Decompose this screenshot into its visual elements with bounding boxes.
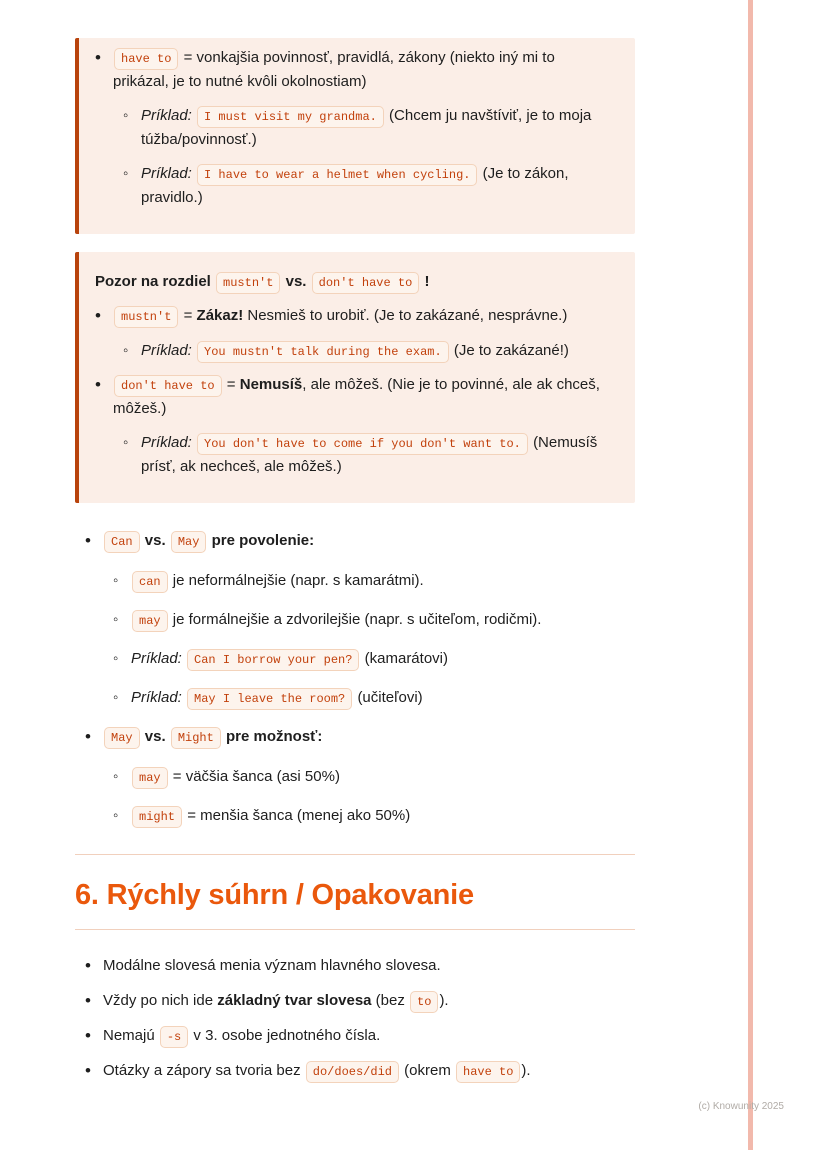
summary-item-text — [103, 1024, 635, 1048]
callout-mustnt-vs-dont-have-to — [75, 252, 635, 503]
example-item — [113, 647, 635, 671]
text-segment: (kamarátovi) — [364, 650, 448, 667]
text-segment: je formálnejšie a zdvorilejšie (napr. s učiteľom, rodičmi). — [172, 611, 542, 628]
list-item-text — [131, 804, 635, 828]
text-segment: Zákaz! — [196, 307, 244, 324]
code-chip: I have to wear a helmet when cycling. — [197, 164, 477, 186]
bullet-icon — [95, 304, 113, 329]
sub-bullet-icon — [113, 804, 131, 828]
text-segment: ! — [424, 273, 430, 290]
sub-bullet-icon — [123, 162, 141, 186]
list-item-text — [113, 373, 609, 421]
watermark: (c) Knowunity 2025 — [698, 1101, 784, 1112]
text-segment: základný tvar slovesa — [217, 992, 372, 1009]
modal-verbs-list — [75, 529, 635, 828]
example-item — [123, 431, 609, 479]
summary-item-text — [103, 954, 635, 978]
code-chip: mustn't — [216, 272, 280, 294]
text-segment: (okrem — [399, 1062, 455, 1079]
section-divider — [75, 854, 635, 855]
text-segment: Nemajú — [103, 1027, 159, 1044]
sub-bullet-icon — [123, 431, 141, 455]
text-segment: (Je to zákon, pravidlo.) — [141, 165, 569, 206]
code-chip: have to — [114, 48, 178, 70]
section-heading: 6. Rýchly súhrn / Opakovanie — [75, 879, 474, 911]
summary-item — [85, 989, 635, 1014]
bullet-icon — [95, 46, 113, 71]
text-segment: vs. — [144, 728, 166, 745]
bullet-icon — [85, 954, 103, 979]
list-item-text — [131, 608, 635, 632]
bullet-icon — [85, 989, 103, 1014]
text-segment: Nesmieš to urobiť. (Je to zakázané, nesprávne.) — [243, 307, 568, 324]
code-chip: -s — [160, 1026, 188, 1048]
list-item — [85, 529, 635, 554]
example-item — [113, 686, 635, 710]
list-item — [113, 569, 635, 593]
example-label: Príklad: — [131, 650, 182, 667]
content-column — [75, 38, 635, 1094]
text-segment: (Chcem ju navštíviť, je to moja túžba/povinnosť.) — [141, 107, 592, 148]
summary-item — [85, 1059, 635, 1084]
code-chip: Can — [104, 531, 140, 553]
list-item-text — [131, 765, 635, 789]
text-segment: Pozor na rozdiel — [95, 273, 211, 290]
example-item — [123, 104, 609, 152]
list-item — [113, 765, 635, 789]
code-chip: can — [132, 571, 168, 593]
code-chip: Might — [171, 727, 221, 749]
text-segment: (bez — [371, 992, 410, 1009]
bullet-icon — [95, 373, 113, 398]
sub-bullet-icon — [113, 765, 131, 789]
code-chip: You don't have to come if you don't want to. — [197, 433, 528, 455]
text-segment: , ale môžeš. (Nie je to povinné, ale ak chceš, môžeš.) — [113, 376, 600, 417]
code-chip: don't have to — [312, 272, 420, 294]
code-chip: don't have to — [114, 375, 222, 397]
sub-bullet-icon — [113, 608, 131, 632]
text-segment: = väčšia šanca (asi 50%) — [172, 768, 340, 785]
code-chip: I must visit my grandma. — [197, 106, 384, 128]
text-segment: = menšia šanca (menej ako 50%) — [187, 807, 411, 824]
text-segment: (Je to zakázané!) — [453, 342, 569, 359]
text-segment: pre povolenie: — [211, 532, 315, 549]
bullet-icon — [85, 725, 103, 750]
list-item — [95, 46, 609, 94]
text-segment: ). — [521, 1062, 531, 1079]
list-item — [113, 804, 635, 828]
list-item-text — [103, 725, 635, 749]
list-item-text — [113, 304, 609, 328]
code-chip: May — [171, 531, 207, 553]
summary-item — [85, 954, 635, 979]
example-label: Príklad: — [141, 165, 192, 182]
list-item-text — [103, 529, 635, 553]
text-segment: ). — [439, 992, 449, 1009]
text-segment: v 3. osobe jednotného čísla. — [189, 1027, 381, 1044]
code-chip: do/does/did — [306, 1061, 399, 1083]
example-item — [123, 339, 609, 363]
code-chip: You mustn't talk during the exam. — [197, 341, 449, 363]
code-chip: May — [104, 727, 140, 749]
code-chip: may — [132, 767, 168, 789]
list-item — [113, 608, 635, 632]
code-chip: may — [132, 610, 168, 632]
text-segment: = vonkajšia povinnosť, pravidlá, zákony (niekto iný mi to prikázal, je to nutné kvôli okolnostiam) — [113, 49, 555, 90]
example-text — [141, 162, 609, 210]
code-chip: might — [132, 806, 182, 828]
list-item — [85, 725, 635, 750]
summary-item-text — [103, 1059, 635, 1083]
list-item-text — [131, 569, 635, 593]
sub-bullet-icon — [113, 647, 131, 671]
list-item — [95, 373, 609, 421]
example-label: Príklad: — [131, 689, 182, 706]
summary-item — [85, 1024, 635, 1049]
text-segment: Vždy po nich ide — [103, 992, 218, 1009]
example-item — [123, 162, 609, 210]
code-chip: mustn't — [114, 306, 178, 328]
summary-item-text — [103, 989, 635, 1013]
text-segment: je neformálnejšie (napr. s kamarátmi). — [172, 572, 424, 589]
example-label: Príklad: — [141, 434, 192, 451]
text-segment: (učiteľovi) — [357, 689, 423, 706]
sub-bullet-icon — [123, 339, 141, 363]
example-text — [141, 339, 609, 363]
example-text — [141, 104, 609, 152]
sub-bullet-icon — [123, 104, 141, 128]
text-segment: Modálne slovesá menia význam hlavného slovesa. — [103, 957, 441, 974]
text-segment: Nemusíš — [239, 376, 303, 393]
sub-bullet-icon — [113, 686, 131, 710]
example-text — [131, 686, 635, 710]
bullet-icon — [85, 529, 103, 554]
example-label: Príklad: — [141, 342, 192, 359]
heading-underline-divider — [75, 929, 635, 930]
code-chip: to — [410, 991, 438, 1013]
callout-title — [95, 270, 609, 294]
text-segment: Otázky a zápory sa tvoria bez — [103, 1062, 305, 1079]
list-item-text — [113, 46, 609, 94]
bullet-icon — [85, 1024, 103, 1049]
text-segment: vs. — [144, 532, 166, 549]
code-chip: May I leave the room? — [187, 688, 352, 710]
example-text — [141, 431, 609, 479]
text-segment: vs. — [285, 273, 307, 290]
code-chip: Can I borrow your pen? — [187, 649, 359, 671]
sub-bullet-icon — [113, 569, 131, 593]
text-segment: = — [183, 307, 193, 324]
summary-list — [75, 954, 635, 1084]
example-text — [131, 647, 635, 671]
bullet-icon — [85, 1059, 103, 1084]
callout-have-to — [75, 38, 635, 234]
page-edge-line — [748, 0, 753, 1150]
list-item — [95, 304, 609, 329]
text-segment: (Nemusíš prísť, ak nechceš, ale môžeš.) — [141, 434, 598, 475]
code-chip: have to — [456, 1061, 520, 1083]
example-label: Príklad: — [141, 107, 192, 124]
text-segment: pre možnosť: — [226, 728, 323, 745]
text-segment: = — [226, 376, 236, 393]
